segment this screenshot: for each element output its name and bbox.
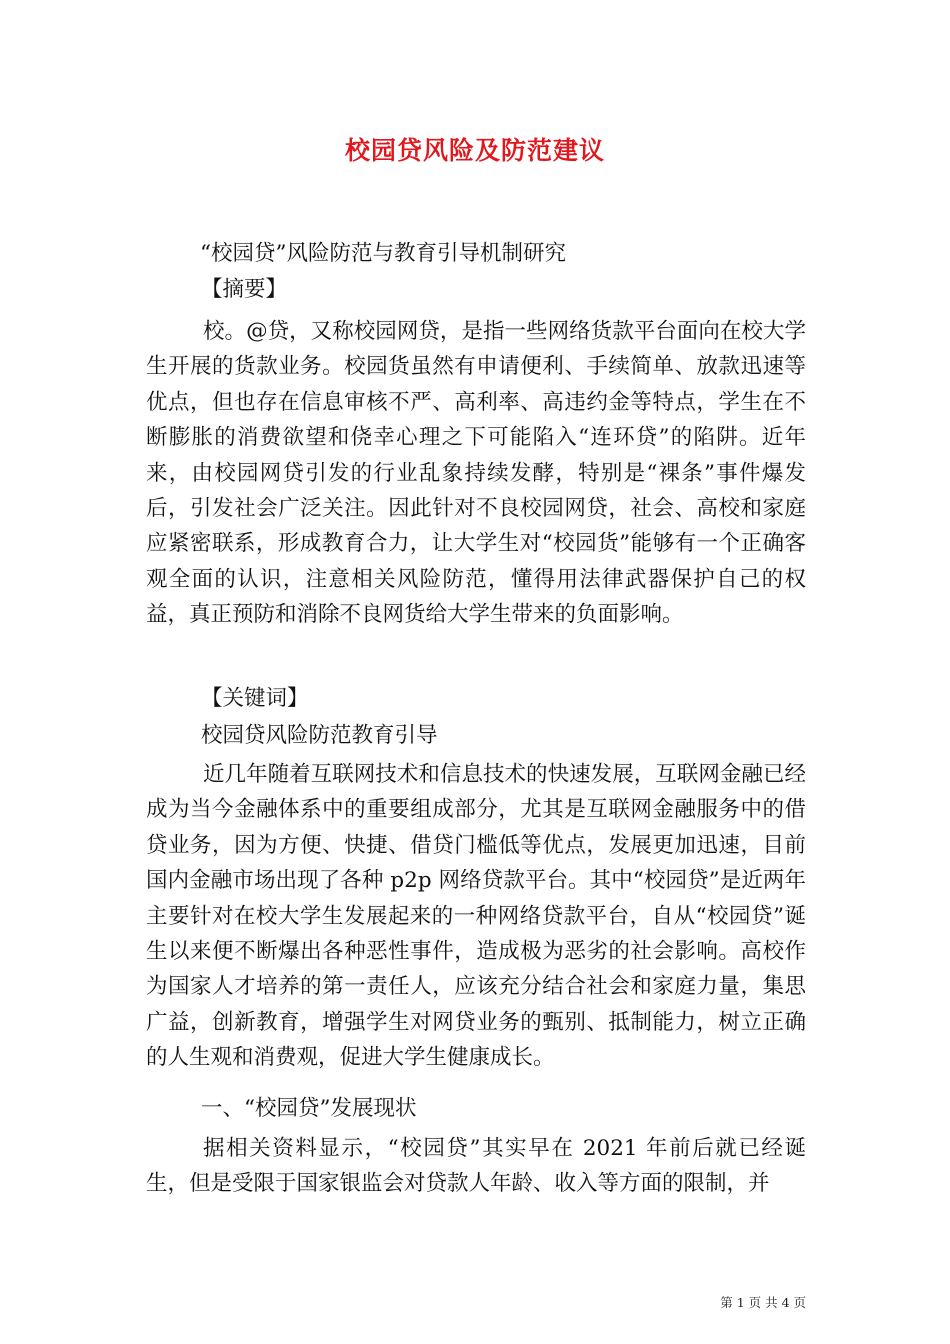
intro-paragraph: 近几年随着互联网技术和信息技术的快速发展，互联网金融已经成为当今金融体系中的重要组成部分，尤其是互联网金融服务中的借贷业务，因为方便、快捷、借贷门槛低等优点，发展更加迅速，目前国内金融市场出现了各种 p2p 网络贷款平台。其中“校园贷”是近两年主要针对在校大学生发展起来的一种网络贷款平台，自从“校园贷”诞生以来便不断爆出各种恶性事件，造成极为恶劣的社会影响。高校作为国家人才培养的第一责任人，应该充分结合社会和家庭力量，集思广益，创新教育，增强学生对网贷业务的甄别、抵制能力，树立正确的人生观和消费观，促进大学生健康成长。 [146, 762, 806, 1071]
abstract-paragraph: 校。@贷，又称校园网贷，是指一些网络货款平台面向在校大学生开展的货款业务。校园货虽然有申请便利、手续简单、放款迅速等优点，但也存在信息审核不严、高利率、高违约金等特点，学生在不断膨胀的消费欲望和侥幸心理之下可能陷入“连环贷”的陷阱。近年来，由校园网贷引发的行业乱象持续发酵，特别是“裸条”事件爆发后，引发社会广泛关注。因此针对不良校园网贷，社会、高校和家庭应紧密联系，形成教育合力，让大学生对“校园货”能够有一个正确客观全面的认识，注意相关风险防范，懂得用法律武器保护自己的权益，真正预防和消除不良网货给大学生带来的负面影响。 [146, 319, 806, 628]
document-title: 校园贷风险及防范建议 [344, 136, 605, 165]
section-heading: 一、“校园贷”发展现状 [201, 1096, 417, 1121]
keywords-text: 校园贷风险防范教育引导 [201, 723, 438, 748]
page-number: 第 1 页 共 4 页 [720, 1295, 806, 1310]
document-subtitle: “校园贷”风险防范与教育引导机制研究 [200, 241, 566, 266]
section-paragraph: 据相关资料显示，“校园贷”其实早在 2021 年前后就已经诞生，但是受限于国家银监会对贷款人年龄、收入等方面的限制，并 [146, 1136, 806, 1197]
keywords-heading: 【关键词】 [201, 686, 309, 711]
abstract-heading: 【摘要】 [201, 277, 288, 302]
